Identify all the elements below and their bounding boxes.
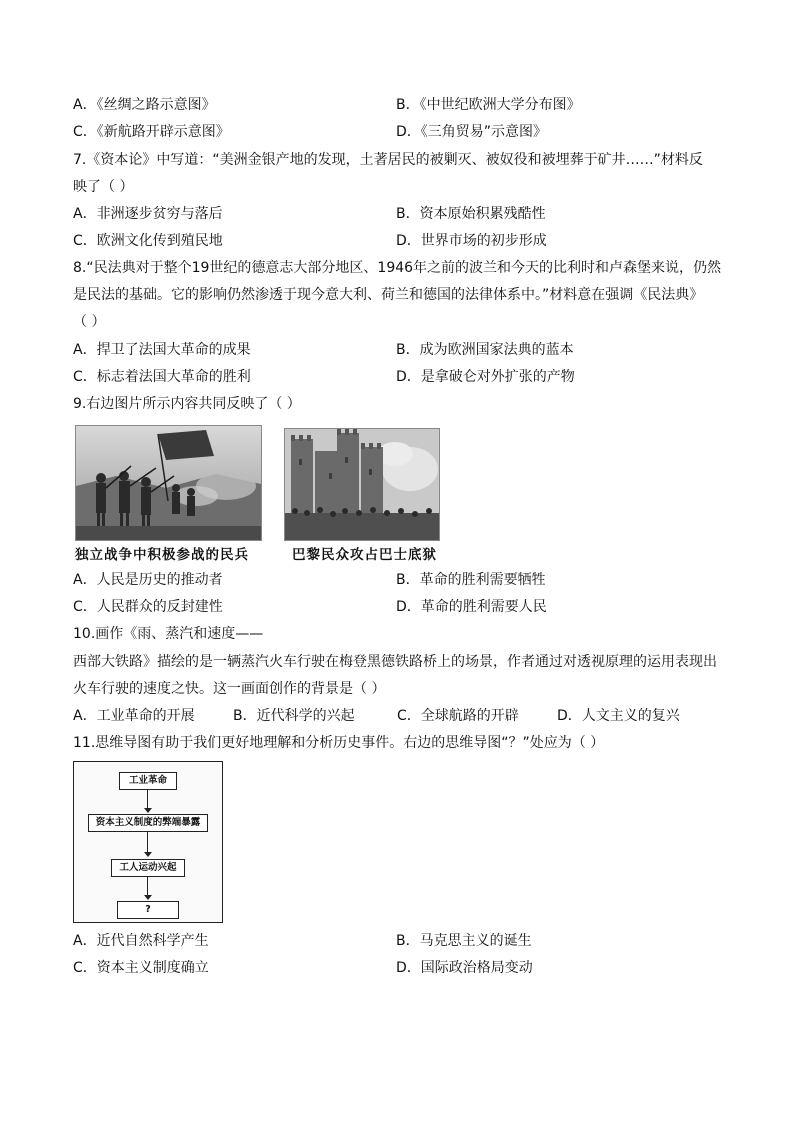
q11-option-b: B．马克思主义的诞生 bbox=[396, 933, 532, 949]
q6-option-d: D．《三角贸易”示意图》 bbox=[396, 124, 548, 140]
q9-option-c: C．人民群众的反封建性 bbox=[73, 599, 223, 615]
q8-stem-line1: 8.“民法典对于整个19世纪的德意志大部分地区、1946年之前的波兰和今天的比利时和卢森堡来说，仍然 bbox=[73, 260, 722, 276]
mind-map-arrowhead-icon bbox=[144, 808, 152, 813]
q10-option-b: B．近代科学的兴起 bbox=[233, 708, 355, 724]
q8-option-a: A．捍卫了法国大革命的成果 bbox=[73, 342, 251, 358]
q9-option-a: A．人民是历史的推动者 bbox=[73, 572, 223, 588]
q8-stem-line3: （ ） bbox=[73, 314, 106, 330]
q7-stem-line2: 映了（ ） bbox=[73, 179, 134, 195]
q10-stem-line1: 10.画作《雨、蒸汽和速度—— bbox=[73, 626, 264, 642]
q10-stem-line3: 火车行驶的速度之快。这一画面创作的背景是（ ） bbox=[73, 681, 386, 697]
q9-option-b: B．革命的胜利需要牺牲 bbox=[396, 572, 546, 588]
q8-option-d: D．是拿破仑对外扩张的产物 bbox=[396, 369, 575, 385]
mind-map-box-unknown: ? bbox=[117, 901, 179, 919]
militia-image-caption: 独立战争中积极参战的民兵 bbox=[75, 547, 249, 563]
mind-map-box-capitalism-flaws: 资本主义制度的弊端暴露 bbox=[88, 814, 208, 832]
militia-battle-image bbox=[75, 425, 262, 541]
q9-stem: 9.右边图片所示内容共同反映了（ ） bbox=[73, 396, 301, 412]
bastille-image-caption: 巴黎民众攻占巴士底狱 bbox=[292, 547, 437, 563]
q10-stem-line2: 西部大铁路》描绘的是一辆蒸汽火车行驶在梅登黑德铁路桥上的场景，作者通过对透视原理的运用表现出 bbox=[73, 654, 717, 670]
mind-map-arrowhead-icon bbox=[144, 852, 152, 857]
q11-option-d: D．国际政治格局变动 bbox=[396, 960, 533, 976]
q7-stem-line1: 7.《资本论》中写道：“美洲金银产地的发现，土著居民的被剿灭、被奴役和被埋葬于矿井……”材料反 bbox=[73, 152, 703, 168]
q6-option-b: B．《中世纪欧洲大学分布图》 bbox=[396, 97, 581, 113]
q7-option-b: B．资本原始积累残酷性 bbox=[396, 206, 546, 222]
q9-option-d: D．革命的胜利需要人民 bbox=[396, 599, 547, 615]
q6-option-a: A．《丝绸之路示意图》 bbox=[73, 97, 216, 113]
q8-stem-line2: 是民法的基础。它的影响仍然渗透于现今意大利、荷兰和德国的法律体系中。”材料意在强调《民法典》 bbox=[73, 287, 704, 303]
q10-option-c: C．全球航路的开辟 bbox=[397, 708, 519, 724]
q8-option-b: B．成为欧洲国家法典的蓝本 bbox=[396, 342, 574, 358]
mind-map-box-labor-movement: 工人运动兴起 bbox=[111, 859, 185, 877]
mind-map-arrow bbox=[147, 789, 148, 809]
q10-option-d: D．人文主义的复兴 bbox=[557, 708, 680, 724]
q8-option-c: C．标志着法国大革命的胜利 bbox=[73, 369, 251, 385]
q7-option-d: D．世界市场的初步形成 bbox=[396, 233, 547, 249]
mind-map-arrowhead-icon bbox=[144, 895, 152, 900]
q6-option-c: C．《新航路开辟示意图》 bbox=[73, 124, 230, 140]
q7-option-a: A．非洲逐步贫穷与落后 bbox=[73, 206, 223, 222]
q11-option-c: C．资本主义制度确立 bbox=[73, 960, 209, 976]
q7-option-c: C．欧洲文化传到殖民地 bbox=[73, 233, 223, 249]
q11-stem: 11.思维导图有助于我们更好地理解和分析历史事件。右边的思维导图“？”处应为（ ） bbox=[73, 735, 605, 751]
mind-map-diagram bbox=[73, 761, 223, 923]
bastille-storming-image bbox=[284, 428, 440, 541]
q10-option-a: A．工业革命的开展 bbox=[73, 708, 195, 724]
q11-option-a: A．近代自然科学产生 bbox=[73, 933, 209, 949]
mind-map-arrow bbox=[147, 831, 148, 853]
mind-map-box-industrial-revolution: 工业革命 bbox=[119, 772, 177, 790]
mind-map-arrow bbox=[147, 876, 148, 896]
